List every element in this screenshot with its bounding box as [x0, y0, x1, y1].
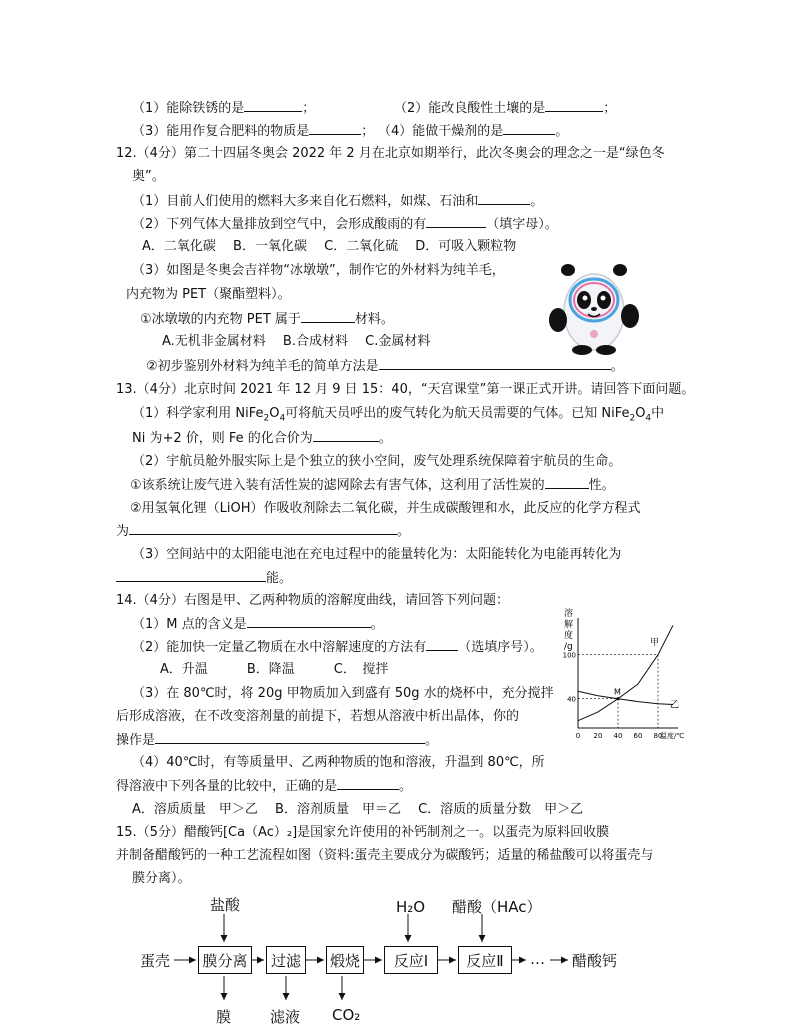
step-calcination: 煅烧 — [326, 946, 364, 974]
answer-blank[interactable] — [503, 122, 555, 135]
y-tick-label: 100 — [562, 651, 576, 660]
q13-p2-q1: ①该系统让废气进入装有活性炭的滤网除去有害气体，这利用了活性炭的 性。 — [130, 478, 615, 493]
x-tick-label: 80 — [653, 732, 663, 740]
q11-item3: （3）能用作复合肥料的物质是 ； — [132, 124, 375, 139]
q13-p1f: Ni 为+2 价，则 Fe 的化合价为 。 — [132, 431, 392, 446]
answer-blank[interactable] — [244, 99, 302, 112]
intersection-point-m — [616, 697, 619, 700]
answer-blank[interactable] — [379, 357, 611, 370]
q13-p2-q2b: 为 。 — [116, 524, 411, 539]
answer-blank[interactable] — [545, 476, 589, 489]
q14-head: 14.（4分）右图是甲、乙两种物质的溶解度曲线，请回答下列问题： — [116, 593, 509, 608]
answer-blank[interactable] — [426, 638, 458, 651]
point-label-m: M — [614, 687, 621, 697]
chart-ylabel-1: 溶 — [564, 609, 574, 619]
answer-blank[interactable] — [478, 192, 530, 205]
answer-blank[interactable] — [301, 310, 355, 323]
answer-blank[interactable] — [129, 522, 397, 535]
answer-blank[interactable] — [309, 122, 361, 135]
flow-start-eggshell: 蛋壳 — [140, 952, 171, 970]
q12-p1: （1）目前人们使用的燃料大多来自化石燃料，如煤、石油和 。 — [132, 194, 544, 209]
solubility-chart — [560, 608, 690, 744]
input-acetic-acid: 醋酸（HAc） — [452, 898, 542, 916]
q12-p3-q1: ①冰墩墩的内充物 PET 属于 材料。 — [140, 312, 394, 327]
q13-p3b: 能。 — [116, 569, 292, 587]
q14-p4-options: A．溶质质量 甲＞乙 B．溶剂质量 甲＝乙 C．溶质的质量分数 甲＞乙 — [132, 802, 584, 817]
chart-ylabel-3: 度 — [564, 631, 574, 641]
q12-p3-q2: ②初步鉴别外材料为纯羊毛的简单方法是 。 — [146, 359, 624, 374]
series-label: 乙 — [670, 700, 680, 711]
step-reaction-1: 反应Ⅰ — [384, 946, 438, 974]
chart-ylabel-2: 解 — [564, 620, 574, 630]
q13-p1: （1）科学家利用 $NiFe_2O_4$可将航天员呼出的废气转化为航天员需要的气体。已知 $NiFe_2O_4$中 — [132, 406, 665, 424]
process-flow — [140, 892, 640, 1028]
output-co2: CO₂ — [332, 1006, 361, 1024]
answer-blank[interactable] — [116, 569, 266, 582]
x-tick-label: 60 — [633, 732, 643, 740]
q14-p3: （3）在 80℃时，将 20g 甲物质加入到盛有 50g 水的烧杯中，充分搅拌 — [132, 686, 554, 701]
q13-head: 13.（4分）北京时间 2021 年 12 月 9 日 15：40，“天宫课堂”第一课正式开讲。请回答下面问题。 — [116, 382, 695, 397]
output-filtrate: 滤液 — [270, 1008, 301, 1026]
q12-p2: （2）下列气体大量排放到空气中，会形成酸雨的有 （填字母）。 — [132, 217, 558, 232]
chart-xlabel: 温度/℃ — [660, 732, 685, 740]
x-tick-label: 20 — [593, 732, 603, 740]
x-tick-label: 40 — [613, 732, 623, 740]
answer-blank[interactable] — [337, 777, 399, 790]
q15-head2: 并制备醋酸钙的一种工艺流程如图（资料:蛋壳主要成分为碳酸钙；适量的稀盐酸可以将蛋壳与 — [116, 848, 654, 863]
q14-p4: （4）40℃时，有等质量甲、乙两种物质的饱和溶液，升温到 80℃，所 — [132, 755, 545, 770]
step-reaction-2: 反应Ⅱ — [458, 946, 512, 974]
answer-blank[interactable] — [313, 429, 379, 442]
q14-p3c: 操作是 。 — [116, 733, 439, 748]
q12-p3-q1-options: A.无机非金属材料 B.合成材料 C.金属材料 — [162, 334, 431, 349]
answer-blank[interactable] — [247, 615, 371, 628]
input-water: H₂O — [396, 898, 426, 916]
q14-p3b: 后形成溶液，在不改变溶剂量的前提下，若想从溶液中析出晶体，你的 — [116, 709, 520, 724]
answer-blank[interactable] — [426, 215, 486, 228]
answer-blank[interactable] — [155, 731, 425, 744]
q13-p3: （3）空间站中的太阳能电池在充电过程中的能量转化为：太阳能转化为电能再转化为 — [132, 547, 622, 562]
q12-p3: （3）如图是冬奥会吉祥物“冰墩墩”，制作它的外材料为纯羊毛， — [132, 263, 505, 278]
q14-p2: （2）能加快一定量乙物质在水中溶解速度的方法有 （选填序号）。 — [132, 640, 543, 655]
chart-ylabel-4: /g — [564, 642, 573, 652]
input-hydrochloric-acid: 盐酸 — [210, 896, 241, 914]
output-membrane: 膜 — [216, 1008, 232, 1026]
step-filtration: 过滤 — [266, 946, 306, 974]
q12-head2: 奥”。 — [132, 169, 165, 184]
q12-p2-options: A．二氧化碳 B．一氧化碳 C．二氧化硫 D．可吸入颗粒物 — [142, 239, 517, 254]
answer-blank[interactable] — [545, 99, 603, 112]
y-tick-label: 40 — [567, 695, 576, 704]
mascot-image — [546, 256, 642, 356]
q12-head: 12.（4分）第二十四届冬奥会 2022 年 2 月在北京如期举行，此次冬奥会的理念之一是“绿色冬 — [116, 146, 665, 161]
q13-p2: （2）宇航员舱外服实际上是个独立的狭小空间，废气处理系统保障着宇航员的生命。 — [132, 454, 622, 469]
q11-item2: （2）能改良酸性土壤的是 ； — [394, 101, 617, 116]
q11-item1: （1）能除铁锈的是 ； — [132, 101, 316, 116]
q11-item4: （4）能做干燥剂的是 。 — [378, 124, 569, 139]
q15-head3: 膜分离）。 — [132, 871, 191, 886]
q14-p2-options: A．升温 B．降温 C． 搅拌 — [160, 662, 389, 677]
q14-p4b: 得溶液中下列各量的比较中，正确的是 。 — [116, 779, 413, 794]
q13-p2-q2: ②用氢氧化锂（LiOH）作吸收剂除去二氧化碳，并生成碳酸锂和水，此反应的化学方程式 — [130, 501, 641, 516]
flow-end-calcium-acetate: 醋酸钙 — [572, 952, 618, 970]
q15-head: 15.（5分）醋酸钙[Ca（Ac）₂]是国家允许使用的补钙制剂之一。以蛋壳为原料回收膜 — [116, 825, 610, 840]
step-membrane-separation: 膜分离 — [198, 946, 252, 974]
x-tick-label: 0 — [575, 732, 581, 740]
series-label: 甲 — [650, 638, 660, 649]
flow-ellipsis: … — [530, 950, 545, 968]
q12-p3b: 内充物为 PET（聚酯塑料）。 — [126, 287, 291, 302]
q14-p1: （1）M 点的含义是 。 — [132, 617, 384, 632]
